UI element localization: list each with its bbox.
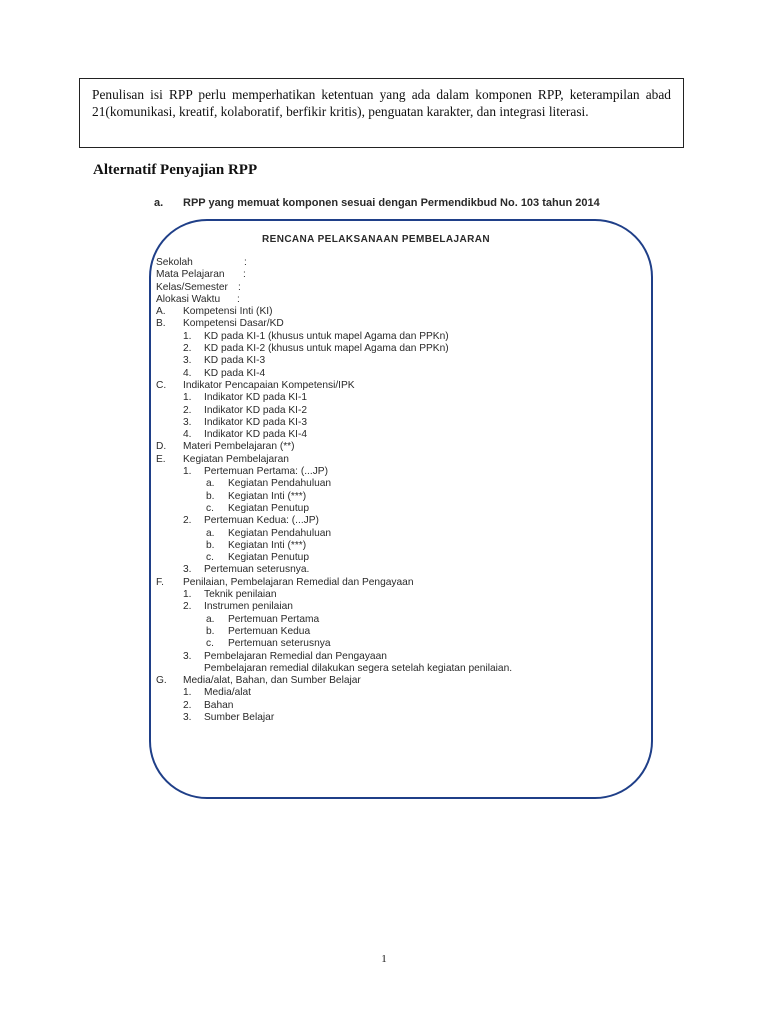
outline-marker: 1. (183, 330, 192, 342)
outline-marker: 1. (183, 687, 192, 699)
identity-colon: : (244, 257, 247, 268)
outline-text: Indikator KD pada KI-1 (204, 392, 308, 404)
outline-marker: c. (206, 552, 214, 564)
outline-marker: 1. (183, 589, 192, 601)
outline-text: KD pada KI-3 (204, 355, 266, 367)
rpp-title: RENCANA PELAKSANAAN PEMBELAJARAN (262, 234, 490, 245)
item-a-marker: a. (154, 197, 164, 209)
outline-text: Kompetensi Inti (KI) (183, 306, 273, 318)
outline-marker: F. (156, 576, 164, 588)
outline-marker: 2. (183, 404, 192, 416)
outline-marker: C. (156, 379, 167, 391)
outline-text: KD pada KI-1 (khusus untuk mapel Agama dan PPKn) (204, 330, 449, 342)
outline-marker: a. (206, 478, 215, 490)
identity-colon: : (243, 269, 246, 281)
outline-text: Indikator KD pada KI-3 (204, 416, 308, 428)
item-a-text: RPP yang memuat komponen sesuai dengan Permendikbud No. 103 tahun 2014 (183, 197, 600, 209)
outline-text: Pertemuan Pertama (228, 613, 320, 625)
outline-marker: D. (156, 441, 167, 453)
outline-marker: a. (206, 613, 215, 625)
outline-text: Kegiatan Pendahuluan (228, 527, 332, 539)
outline-text: Kompetensi Dasar/KD (183, 318, 284, 330)
identity-colon: : (237, 293, 240, 305)
outline-marker: 4. (183, 367, 192, 379)
outline-text: Penilaian, Pembelajaran Remedial dan Pengayaan (183, 576, 414, 588)
outline-marker: G. (156, 675, 167, 687)
outline-marker: A. (156, 306, 166, 318)
outline-marker: 3. (183, 416, 192, 428)
outline-marker: a. (206, 527, 215, 539)
identity-label: Alokasi Waktu (156, 293, 221, 305)
outline-marker: 3. (183, 711, 192, 723)
outline-text: Indikator KD pada KI-2 (204, 404, 308, 416)
outline-text: Instrumen penilaian (204, 601, 293, 613)
outline-text: Kegiatan Inti (***) (228, 539, 307, 551)
outline-text: Pertemuan seterusnya (228, 638, 331, 650)
outline-text: Pembelajaran remedial dilakukan segera setelah kegiatan penilaian. (204, 662, 513, 674)
outline-marker: 2. (183, 601, 192, 613)
outline-marker: B. (156, 318, 166, 330)
page-number: 1 (381, 953, 387, 965)
outline-marker: 2. (183, 515, 192, 527)
outline-text: KD pada KI-2 (khusus untuk mapel Agama dan PPKn) (204, 343, 449, 355)
outline-text: Pertemuan Pertama: (...JP) (204, 466, 328, 478)
outline-text: Media/alat, Bahan, dan Sumber Belajar (183, 675, 361, 687)
outline-marker: 1. (183, 466, 192, 478)
outline-marker: 3. (183, 564, 192, 576)
outline-text: Pertemuan Kedua (228, 625, 311, 637)
outline-text: KD pada KI-4 (204, 367, 266, 379)
identity-label: Mata Pelajaran (156, 269, 225, 281)
outline-marker: c. (206, 502, 214, 514)
note-box (79, 78, 684, 148)
outline-text: Materi Pembelajaran (**) (183, 441, 295, 453)
identity-colon: : (238, 281, 241, 293)
outline-text: Kegiatan Inti (***) (228, 490, 307, 502)
outline-text: Kegiatan Penutup (228, 502, 310, 514)
outline-text: Pertemuan Kedua: (...JP) (204, 515, 319, 527)
outline-marker: b. (206, 490, 215, 502)
outline-text: Bahan (204, 699, 234, 711)
outline-text: Sumber Belajar (204, 711, 275, 723)
outline-marker: 4. (183, 429, 192, 441)
identity-label: Sekolah (156, 257, 193, 268)
outline-marker: 3. (183, 355, 192, 367)
outline-text: Kegiatan Pembelajaran (183, 453, 289, 465)
outline-text: Pembelajaran Remedial dan Pengayaan (204, 650, 387, 662)
outline-text: Kegiatan Pendahuluan (228, 478, 332, 490)
outline-marker: 3. (183, 650, 192, 662)
outline-marker: 2. (183, 699, 192, 711)
note-text: Penulisan isi RPP perlu memperhatikan ketentuan yang ada dalam komponen RPP, keterampilan abad 21(komunikasi, kreatif, kolaboratif, berfikir kritis), penguatan karakter, dan integrasi literasi. (92, 87, 671, 119)
outline-text: Indikator KD pada KI-4 (204, 429, 308, 441)
outline-marker: b. (206, 625, 215, 637)
outline-text: Pertemuan seterusnya. (204, 564, 310, 576)
outline-text: Kegiatan Penutup (228, 552, 310, 564)
outline-text: Media/alat (204, 687, 252, 699)
outline-marker: c. (206, 638, 214, 650)
outline-text: Teknik penilaian (204, 589, 277, 601)
identity-label: Kelas/Semester (156, 281, 228, 293)
outline-marker: b. (206, 539, 215, 551)
outline-marker: 2. (183, 343, 192, 355)
outline-marker: E. (156, 453, 166, 465)
item-a-caption (154, 197, 600, 209)
section-heading: Alternatif Penyajian RPP (93, 162, 258, 178)
outline-text: Indikator Pencapaian Kompetensi/IPK (183, 379, 355, 391)
outline-marker: 1. (183, 392, 192, 404)
